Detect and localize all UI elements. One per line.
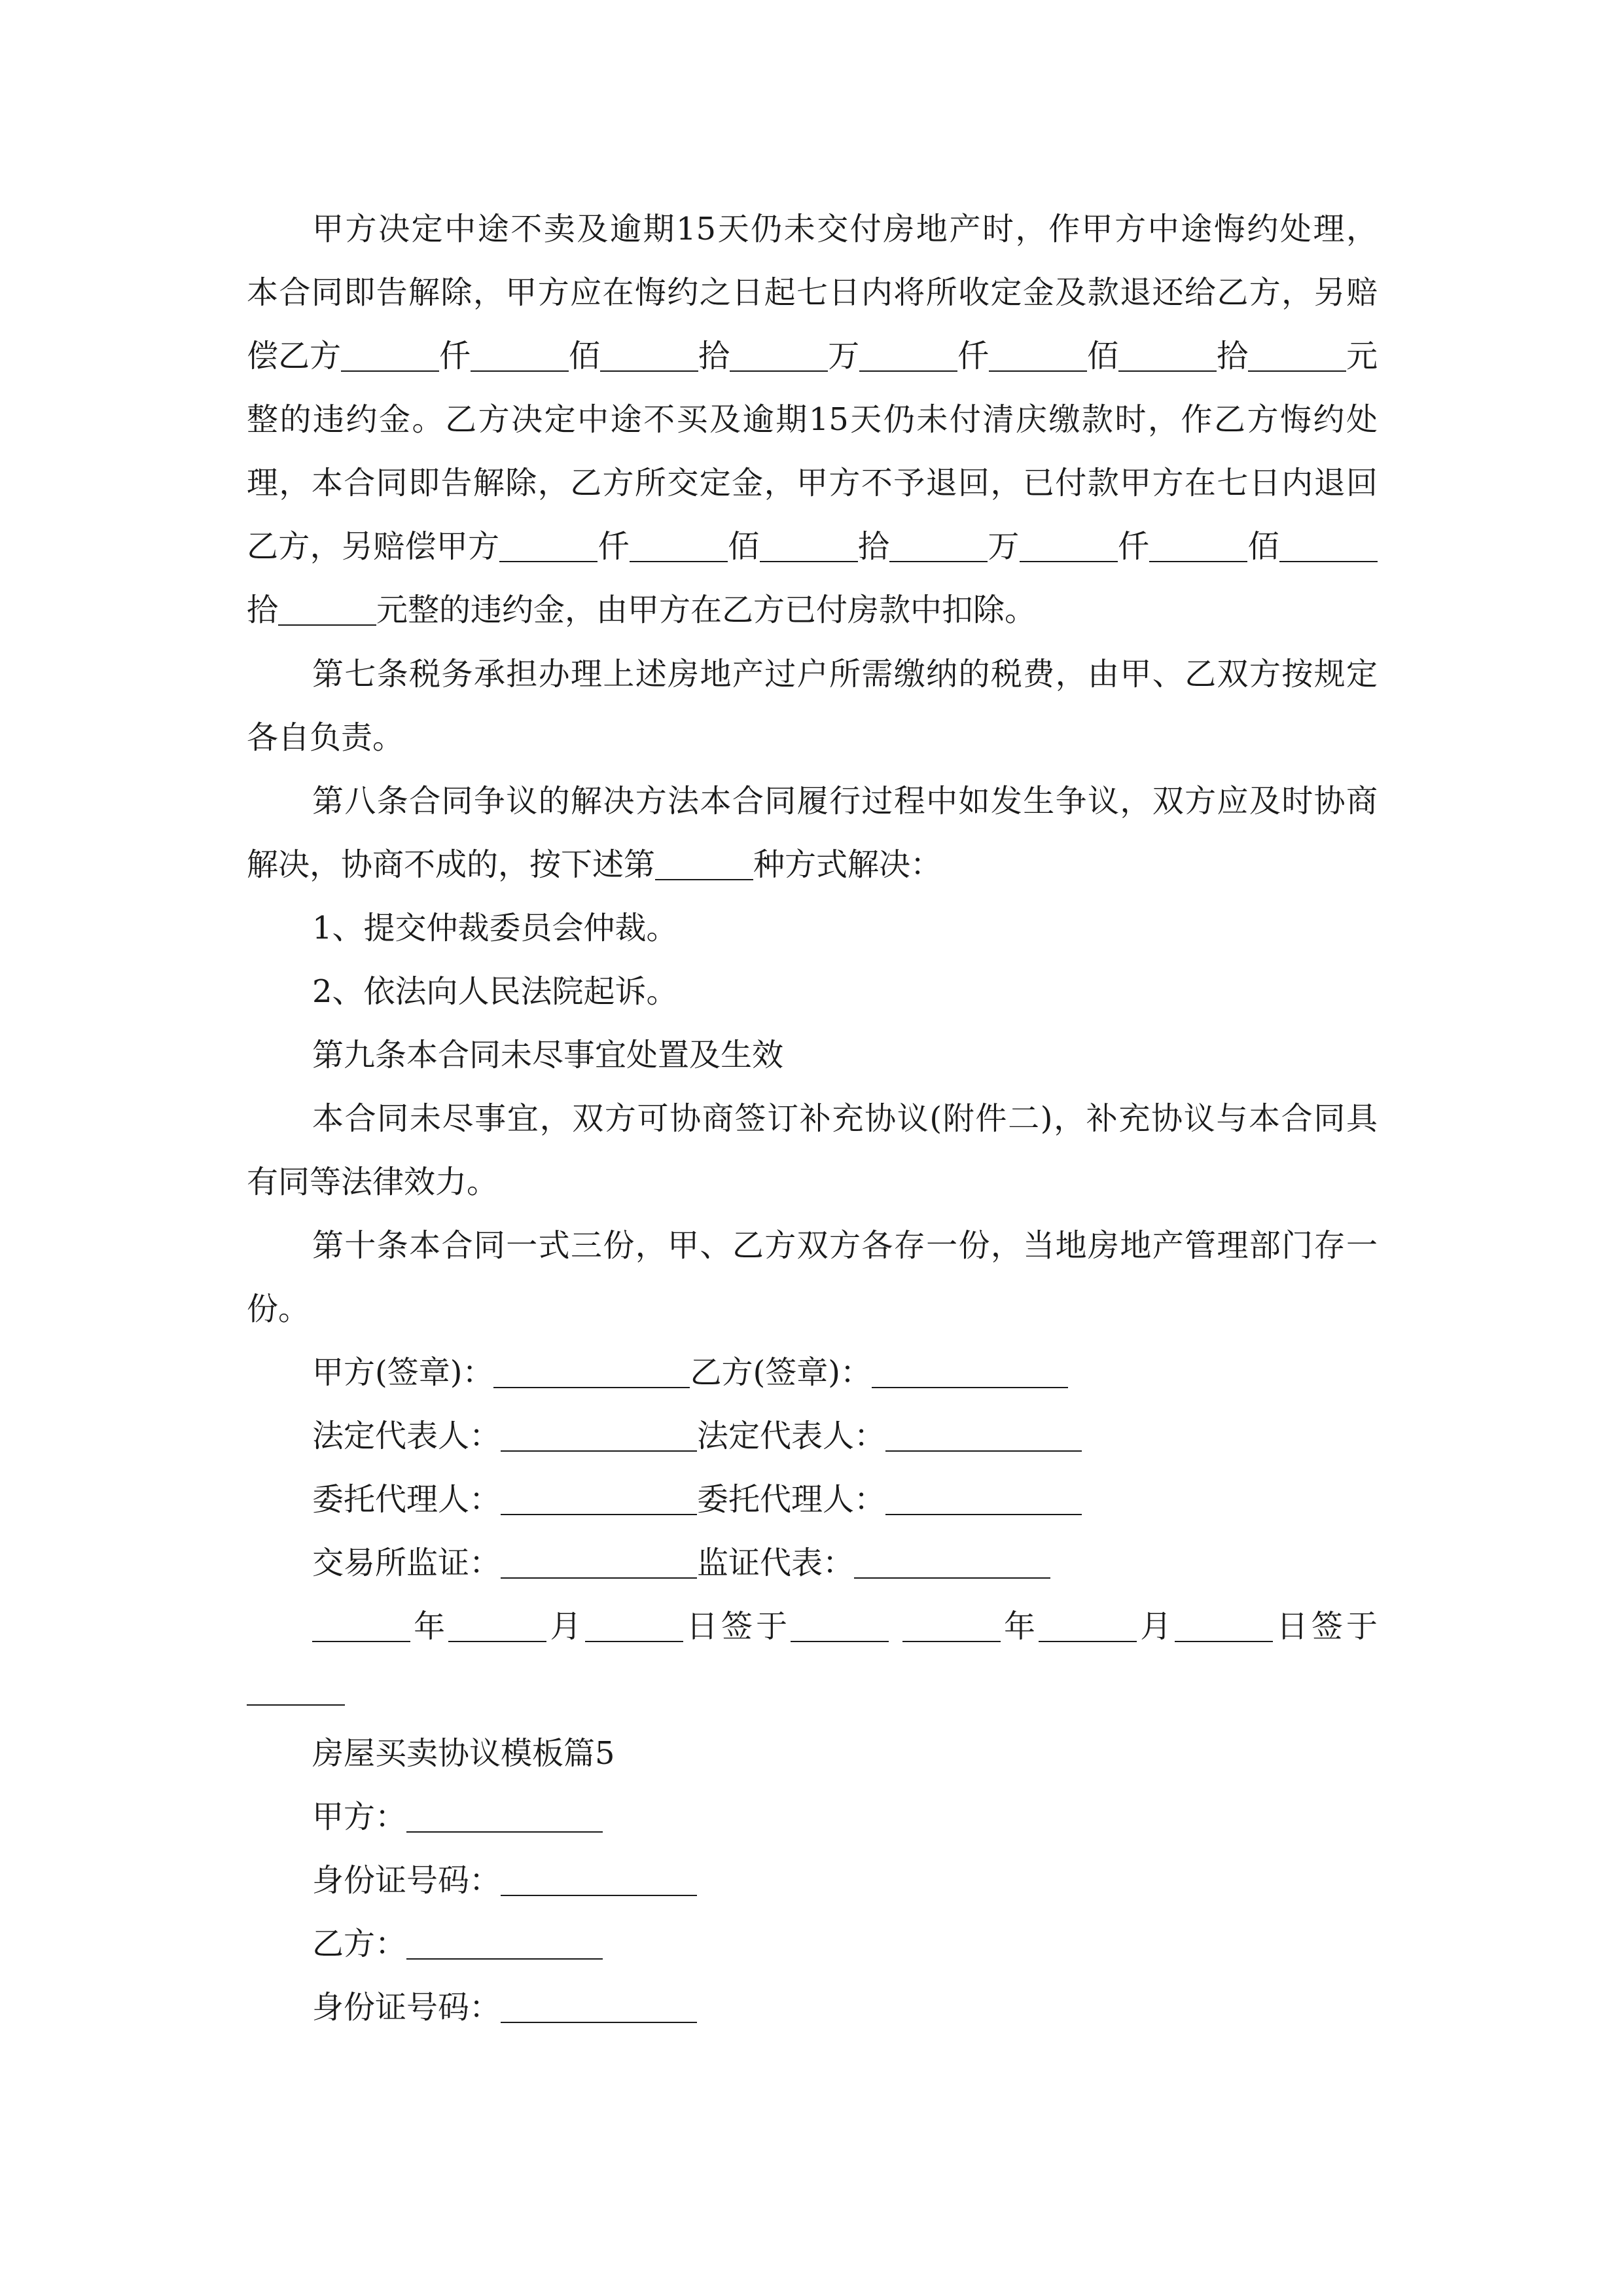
year-field[interactable] (902, 1615, 1001, 1642)
text: 种方式解决： (753, 846, 942, 883)
agent-b-field[interactable] (885, 1488, 1082, 1515)
day-signed-label: 日签于 (1273, 1608, 1378, 1645)
blank-field[interactable] (889, 535, 988, 562)
year-label: 年 (410, 1608, 449, 1645)
para1-line6 (247, 527, 1378, 566)
article8-line1: 第八条合同争议的解决方法本合同履行过程中如发生争议，双方应及时协商 (312, 783, 1378, 819)
unit: 仟 (1117, 528, 1150, 565)
unit: 拾 (857, 528, 890, 565)
section5-party-b-row (312, 1924, 603, 1964)
rep-a-field[interactable] (501, 1424, 697, 1452)
unit: 拾 (1217, 338, 1249, 374)
id-b-field[interactable] (501, 1996, 697, 2023)
unit: 佰 (1087, 338, 1119, 374)
blank-field[interactable] (278, 598, 376, 626)
unit: 仟 (597, 528, 630, 565)
article7-line2: 各自负责。 (247, 719, 404, 756)
party-a-label: 甲方(签章)： (312, 1354, 494, 1391)
para1-line7 (247, 590, 1036, 630)
blank-field[interactable] (630, 535, 728, 562)
id-b-label: 身份证号码： (312, 1989, 501, 2026)
blank-field[interactable] (1248, 344, 1346, 372)
section5-id-a-row (312, 1861, 697, 1900)
party-b-label: 乙方(签章)： (690, 1354, 872, 1391)
blank-field[interactable] (499, 535, 597, 562)
month-label: 月 (546, 1608, 585, 1645)
party-b-label: 乙方： (312, 1926, 407, 1962)
signature-agent-row (312, 1480, 1082, 1519)
unit: 拾 (698, 338, 730, 374)
place-field[interactable] (247, 1678, 345, 1706)
blank-field[interactable] (655, 853, 753, 880)
unit: 佰 (727, 528, 760, 565)
article8-line2 (247, 845, 942, 884)
section5-party-a-row (312, 1797, 603, 1837)
blank-field[interactable] (859, 344, 957, 372)
party-a-signature-field[interactable] (493, 1361, 690, 1388)
rep-a-label: 法定代表人： (312, 1418, 501, 1454)
day-signed-label: 日签于 (683, 1608, 791, 1645)
rep-b-field[interactable] (885, 1424, 1082, 1452)
blank-field[interactable] (760, 535, 858, 562)
day-field[interactable] (585, 1615, 683, 1642)
signature-exchange-row (312, 1543, 1050, 1583)
month-field[interactable] (448, 1615, 546, 1642)
exchange-field[interactable] (501, 1551, 697, 1579)
blank-field[interactable] (471, 344, 569, 372)
article7-line1: 第七条税务承担办理上述房地产过户所需缴纳的税费，由甲、乙双方按规定 (312, 656, 1378, 692)
party-a-label: 甲方： (312, 1799, 407, 1835)
unit: 佰 (1247, 528, 1279, 565)
unit: 仟 (439, 338, 471, 374)
unit: 元 (1346, 338, 1378, 374)
blank-field[interactable] (1118, 344, 1217, 372)
text: 元整的违约金，由甲方在乙方已付房款中扣除。 (376, 592, 1037, 628)
unit: 拾 (247, 592, 279, 628)
unit: 万 (988, 528, 1020, 565)
para1-line3 (247, 336, 1378, 376)
article8-option1: 1、提交仲裁委员会仲裁。 (312, 910, 678, 946)
article10-line1: 第十条本合同一式三份，甲、乙方双方各存一份，当地房地产管理部门存一 (312, 1227, 1378, 1264)
rep-b-label: 法定代表人： (697, 1418, 886, 1454)
blank-field[interactable] (1020, 535, 1118, 562)
article9-line2: 有同等法律效力。 (247, 1164, 499, 1200)
article9-line1: 本合同未尽事宜，双方可协商签订补充协议(附件二)，补充协议与本合同具 (312, 1100, 1378, 1137)
agent-a-field[interactable] (501, 1488, 697, 1515)
party-a-field[interactable] (406, 1805, 603, 1833)
agent-b-label: 委托代理人： (697, 1481, 886, 1518)
section5-id-b-row (312, 1988, 697, 2027)
para1-line1: 甲方决定中途不卖及逾期15天仍未交付房地产时，作甲方中途悔约处理， (312, 211, 1378, 247)
blank-field[interactable] (989, 344, 1087, 372)
section5-title: 房屋买卖协议模板篇5 (312, 1735, 615, 1772)
month-field[interactable] (1039, 1615, 1137, 1642)
day-field[interactable] (1175, 1615, 1273, 1642)
party-b-signature-field[interactable] (872, 1361, 1068, 1388)
article10-line2: 份。 (247, 1291, 310, 1327)
signature-party-row (312, 1353, 1068, 1392)
blank-field[interactable] (1279, 535, 1378, 562)
year-field[interactable] (312, 1615, 410, 1642)
blank-field[interactable] (341, 344, 439, 372)
text: 解决，协商不成的，按下述第 (247, 846, 656, 883)
article9-title: 第九条本合同未尽事宜处置及生效 (312, 1037, 784, 1073)
year-label: 年 (1000, 1608, 1039, 1645)
para1-line2: 本合同即告解除，甲方应在悔约之日起七日内将所收定金及款退还给乙方，另赔 (247, 274, 1378, 311)
exchange-rep-field[interactable] (854, 1551, 1050, 1579)
signature-date-row (312, 1607, 1378, 1646)
unit: 佰 (569, 338, 601, 374)
signature-place-continuation (247, 1670, 345, 1710)
blank-field[interactable] (600, 344, 698, 372)
place-field[interactable] (791, 1615, 889, 1642)
agent-a-label: 委托代理人： (312, 1481, 501, 1518)
unit: 仟 (957, 338, 990, 374)
month-label: 月 (1137, 1608, 1175, 1645)
signature-rep-row (312, 1416, 1082, 1456)
text: 乙方，另赔偿甲方 (247, 528, 500, 565)
exchange-label: 交易所监证： (312, 1545, 501, 1581)
para1-line4: 整的违约金。乙方决定中途不买及逾期15天仍未付清庆缴款时，作乙方悔约处 (247, 401, 1378, 438)
blank-field[interactable] (730, 344, 828, 372)
party-b-field[interactable] (406, 1932, 603, 1960)
id-a-field[interactable] (501, 1869, 697, 1896)
exchange-rep-label: 监证代表： (697, 1545, 855, 1581)
unit: 万 (828, 338, 860, 374)
article8-option2: 2、依法向人民法院起诉。 (312, 973, 678, 1010)
blank-field[interactable] (1149, 535, 1247, 562)
text: 偿乙方 (247, 338, 342, 374)
para1-line5: 理，本合同即告解除，乙方所交定金，甲方不予退回，已付款甲方在七日内退回 (247, 465, 1378, 501)
id-a-label: 身份证号码： (312, 1862, 501, 1899)
